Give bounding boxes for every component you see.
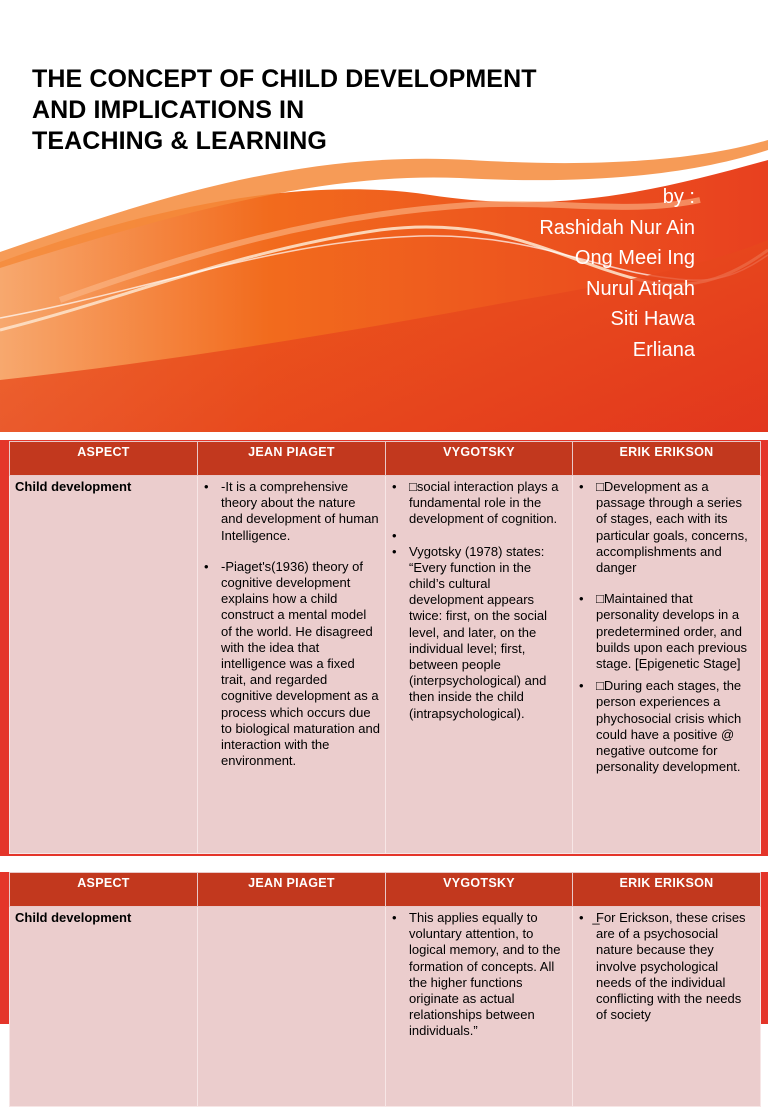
author-name: Nurul Atiqah: [586, 277, 695, 300]
list-item: □Maintained that personality develops in a predetermined order, and builds upon each previous stage. [Epigenetic Stage]: [596, 591, 748, 672]
list-item: □social interaction plays a fundamental role in the development of cognition.: [409, 479, 559, 527]
slide-separator: [0, 864, 768, 872]
erikson-cell: • □Development as a passage through a series of stages, each with its particular goals, concerns, accomplishments and danger • □Maintained that personality develops in a predetermined order, and builds upon each previous stage. [Epigenetic Stage] • □During each stages, the person experiences a phychosocial crisis which could have a positive @ negative outcome for personality development.: [573, 476, 761, 854]
title-slide: [0, 0, 768, 432]
table-row: [10, 476, 761, 854]
author-name: Erliana: [632, 338, 695, 361]
table-row: [10, 907, 761, 1107]
list-item: -Piaget's(1936) theory of cognitive development explains how a child construct a mental model of the world. He disagreed with the idea that intelligence was a fixed trait, and regarded cognitive development as a process which occurs due to biological maturation and interaction with the environment.: [221, 558, 380, 769]
slide-separator: [0, 432, 768, 440]
header-aspect: ASPECT: [10, 873, 198, 907]
list-item: ̲For Erickson, these crises are of a psychosocial nature because they involve psychological needs of the individual conflicting with the needs of society: [596, 910, 746, 1023]
piaget-cell: [198, 907, 386, 1107]
comparison-slide-1: [0, 440, 768, 864]
piaget-cell: • -It is a comprehensive theory about the nature and development of human Intelligence. • -Piaget's(1936) theory of cognitive development explains how a child construct a mental model of the world. He disagreed with the idea that intelligence was a fixed trait, and regarded cognitive development as a process which occurs due to biological maturation and interaction with the environment.: [198, 476, 386, 854]
author-list: [539, 182, 695, 365]
table-header-row: [10, 873, 761, 907]
vygotsky-cell: • □social interaction plays a fundamental role in the development of cognition. • • Vygotsky (1978) states: “Every function in the child’s cultural development appears twice: first, on the social level, and later, on the individual level; first, between people (interpsychological) and then inside the child (intrapsychological).: [386, 476, 573, 854]
aspect-cell: Child development: [10, 907, 198, 1107]
list-item: □Development as a passage through a series of stages, each with its particular goals, concerns, accomplishments and danger: [596, 479, 748, 576]
header-vygotsky: VYGOTSKY: [386, 873, 573, 907]
header-erikson: ERIK ERIKSON: [573, 442, 761, 476]
header-erikson: ERIK ERIKSON: [573, 873, 761, 907]
comparison-table: [9, 872, 761, 1107]
list-item: -It is a comprehensive theory about the nature and development of human Intelligence.: [221, 479, 379, 543]
header-piaget: JEAN PIAGET: [198, 873, 386, 907]
header-piaget: JEAN PIAGET: [198, 442, 386, 476]
presentation-title: [32, 64, 537, 157]
by-label: by :: [662, 186, 695, 208]
erikson-cell: • ̲For Erickson, these crises are of a psychosocial nature because they involve psychological needs of the individual conflicting with the needs of society: [573, 907, 761, 1107]
vygotsky-cell: • This applies equally to voluntary attention, to logical memory, and to the formation of concepts. All the higher functions originate as actual relationships between individuals.”: [386, 907, 573, 1107]
table-header-row: [10, 442, 761, 476]
author-name: Ong Meei Ing: [574, 247, 695, 269]
list-item: □During each stages, the person experiences a phychosocial crisis which could have a positive @ negative outcome for personality development.: [596, 678, 742, 775]
author-name: Siti Hawa: [610, 308, 695, 330]
list-item: This applies equally to voluntary attention, to logical memory, and to the formation of concepts. All the higher functions originate as actual relationships between individuals.”: [409, 910, 561, 1039]
aspect-cell: Child development: [10, 476, 198, 854]
header-vygotsky: VYGOTSKY: [386, 442, 573, 476]
title-line-3: TEACHING & LEARNING: [32, 127, 327, 155]
slide-bottom-strip: [0, 856, 768, 864]
comparison-slide-2: [0, 872, 768, 1039]
title-line-1: THE CONCEPT OF CHILD DEVELOPMENT: [32, 65, 537, 93]
comparison-table: [9, 441, 761, 854]
list-item: Vygotsky (1978) states: “Every function in the child’s cultural development appears twice: first, on the social level, and later, on the individual level; first, between people (interpsychological) and then inside the child (intrapsychological).: [409, 543, 547, 721]
author-name: Rashidah Nur Ain: [539, 216, 695, 239]
title-line-2: AND IMPLICATIONS IN: [32, 96, 305, 124]
header-aspect: ASPECT: [10, 442, 198, 476]
